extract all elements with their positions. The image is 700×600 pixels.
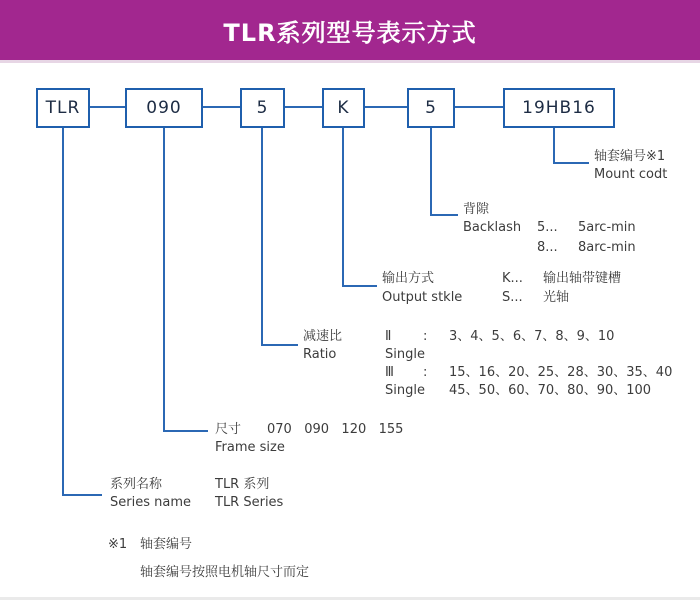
ratio-label-en: Ratio [303, 347, 337, 362]
frame-label-en: Frame size [215, 440, 285, 455]
box-connector-line [285, 106, 322, 108]
ratio-values: 15、16、20、25、28、30、35、40 [449, 365, 673, 380]
mount-label-en: Mount codt [594, 167, 668, 182]
box-connector-line [203, 106, 240, 108]
ratio-stage: Ⅲ [385, 365, 394, 380]
frame-drop-line [163, 128, 165, 432]
output-option-desc: 光轴 [543, 290, 570, 305]
output-drop-line [342, 128, 344, 287]
backlash-option-desc: 8arc-min [578, 240, 636, 255]
frame-values: 070 090 120 155 [267, 422, 404, 437]
series-elbow-line [62, 494, 102, 496]
ratio-colon: : [423, 365, 428, 380]
box-connector-line [365, 106, 407, 108]
backlash-drop-line [430, 128, 432, 216]
backlash-elbow-line [430, 214, 458, 216]
box-connector-line [90, 106, 125, 108]
series-label-en: Series name [110, 495, 191, 510]
model-box-mount: 19HB16 [503, 88, 615, 128]
ratio-colon: : [423, 329, 428, 344]
mount-drop-line [553, 128, 555, 164]
model-box-ratio: 5 [240, 88, 285, 128]
footnote-title: 轴套编号 [140, 537, 193, 552]
ratio-label-cn: 减速比 [303, 329, 343, 344]
footnote-mark: ※1 [108, 537, 128, 552]
output-elbow-line [342, 285, 377, 287]
header-bar [0, 0, 700, 60]
model-box-frame: 090 [125, 88, 203, 128]
header-accent-strip [0, 60, 700, 63]
output-label-en: Output stkle [382, 290, 463, 305]
output-option-code: S... [502, 290, 523, 305]
backlash-option-code: 8... [537, 240, 558, 255]
frame-elbow-line [163, 430, 208, 432]
series-value-en: TLR Series [215, 495, 284, 510]
output-option-desc: 输出轴带键槽 [543, 271, 622, 286]
page-title: TLR系列型号表示方式 [223, 18, 477, 47]
ratio-values: 45、50、60、70、80、90、100 [449, 383, 652, 398]
series-value-cn: TLR 系列 [215, 477, 270, 492]
ratio-elbow-line [261, 344, 298, 346]
backlash-label-en: Backlash [463, 220, 522, 235]
box-connector-line [455, 106, 503, 108]
frame-label-cn: 尺寸 [215, 422, 242, 437]
output-option-code: K... [502, 271, 523, 286]
ratio-stage: Single [385, 383, 425, 398]
model-box-output: K [322, 88, 365, 128]
mount-elbow-line [553, 162, 589, 164]
ratio-values: 3、4、5、6、7、8、9、10 [449, 329, 615, 344]
footnote-note: 轴套编号按照电机轴尺寸而定 [140, 565, 310, 580]
mount-label-cn: 轴套编号※1 [594, 149, 666, 164]
backlash-option-code: 5... [537, 220, 558, 235]
output-label-cn: 输出方式 [382, 271, 435, 286]
ratio-stage: Ⅱ [385, 329, 392, 344]
model-box-series: TLR [36, 88, 90, 128]
backlash-option-desc: 5arc-min [578, 220, 636, 235]
series-label-cn: 系列名称 [110, 477, 163, 492]
series-drop-line [62, 128, 64, 496]
backlash-label-cn: 背隙 [463, 202, 490, 217]
model-box-backlash: 5 [407, 88, 455, 128]
ratio-drop-line [261, 128, 263, 346]
ratio-stage: Single [385, 347, 425, 362]
